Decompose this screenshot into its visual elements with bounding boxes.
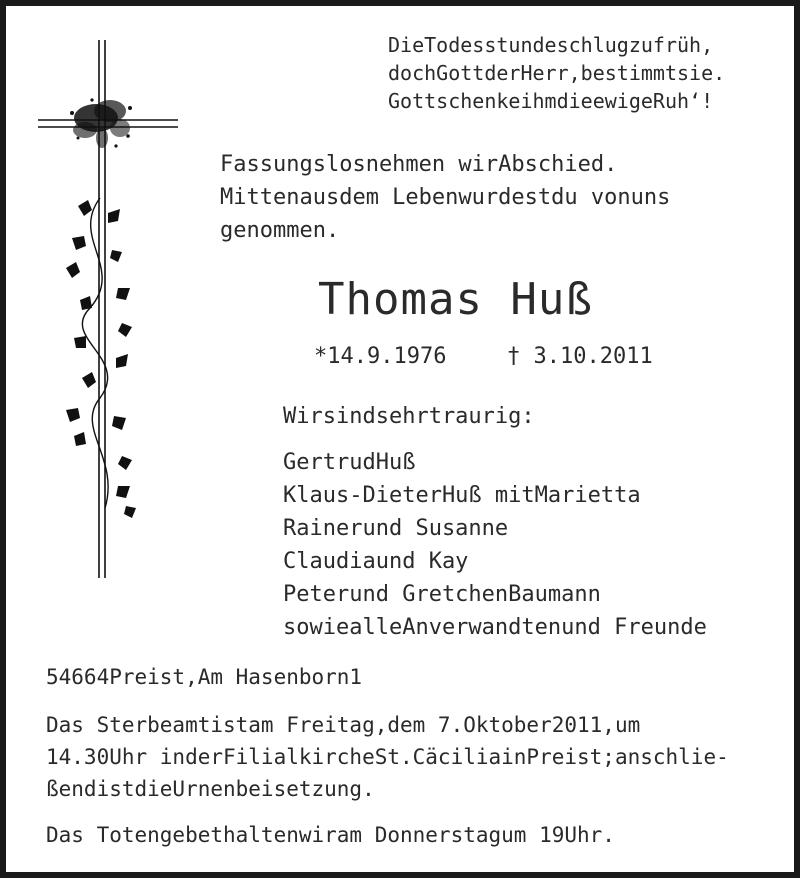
death-date: † 3.10.2011 <box>507 344 653 369</box>
intro-line-1: Fassungslosnehmen wirAbschied. <box>220 152 618 177</box>
verse-line-1: DieTodesstundeschlugzufrüh, <box>388 33 714 57</box>
address: 54664Preist,Am Hasenborn1 <box>46 665 363 689</box>
prayer-notice: Das Totengebethaltenwiram Donnerstagum 19Uhr. <box>46 823 615 847</box>
mourner-line-6: sowiealleAnverwandtenund Freunde <box>283 615 707 640</box>
intro-line-2: Mittenausdem Lebenwurdestdu vonuns <box>220 185 671 210</box>
mourner-line-1: GertrudHuß <box>283 450 416 475</box>
mourner-line-2: Klaus-DieterHuß mitMarietta <box>283 483 641 508</box>
verse-line-2: dochGottderHerr,bestimmtsie. <box>388 61 726 85</box>
deceased-name: Thomas Huß <box>318 274 593 325</box>
birth-date: *14.9.1976 <box>314 344 447 369</box>
notice-line-2: 14.30Uhr inderFilialkircheSt.CäciliainPreist;anschlie- <box>46 745 729 769</box>
intro-line-3: genommen. <box>220 218 340 243</box>
verse-line-3: GottschenkeihmdieewigeRuh‘! <box>388 89 714 113</box>
mourner-line-5: Peterund GretchenBaumann <box>283 582 601 607</box>
cross-with-ivy-icon <box>30 38 190 583</box>
notice-line-3: ßendistdieUrnenbeisetzung. <box>46 777 375 801</box>
mourner-line-4: Claudiaund Kay <box>283 549 469 574</box>
notice-line-1: Das Sterbeamtistam Freitag,dem 7.Oktober2011,um <box>46 713 641 737</box>
mourner-line-3: Rainerund Susanne <box>283 516 509 541</box>
mourning-statement: Wirsindsehrtraurig: <box>283 404 535 429</box>
